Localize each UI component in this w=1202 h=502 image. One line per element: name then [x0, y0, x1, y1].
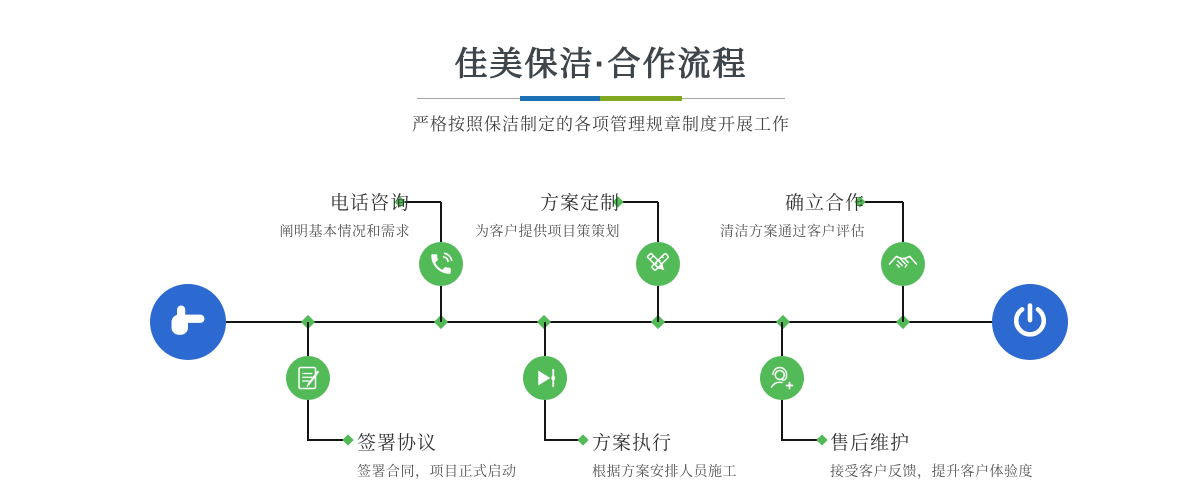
connector-line [781, 400, 783, 441]
connector-line [902, 202, 904, 242]
connector-line [307, 400, 309, 441]
phone-step-circle [419, 242, 463, 286]
handshake-icon [888, 249, 918, 279]
timeline-end-node [992, 284, 1068, 360]
contract-pen-icon [293, 363, 323, 393]
step-desc: 清洁方案通过客户评估 [720, 223, 865, 239]
step-label [592, 428, 737, 481]
step-title: 确立合作 [784, 193, 865, 214]
connector-line [902, 286, 904, 322]
page-subtitle: 严格按照保洁制定的各项管理规章制度开展工作 [412, 115, 790, 134]
connector-line [307, 322, 309, 356]
timeline-start-node [150, 284, 226, 360]
step-desc: 根据方案安排人员施工 [592, 463, 737, 479]
play-slider-icon [530, 363, 560, 393]
connector-line [544, 400, 546, 441]
connector-line [657, 286, 659, 322]
label-diamond [816, 434, 827, 445]
title-divider [415, 96, 787, 101]
step-label [720, 188, 865, 241]
connector-line [544, 322, 546, 356]
step-label [280, 188, 411, 241]
agreement-step-circle [286, 356, 330, 400]
step-title: 售后维护 [830, 433, 911, 454]
connector-line [440, 286, 442, 322]
cooperation-step-circle [881, 242, 925, 286]
step-label [475, 188, 620, 241]
step-title: 方案定制 [539, 193, 620, 214]
step-desc: 阐明基本情况和需求 [279, 223, 410, 239]
divider-green-segment [600, 96, 682, 101]
divider-blue-segment [520, 96, 600, 101]
step-label [830, 428, 1033, 481]
headset-plus-icon [767, 363, 797, 393]
timeline-junction-diamond [776, 315, 790, 329]
plan-step-circle [636, 242, 680, 286]
step-title: 签署协议 [357, 433, 438, 454]
step-desc: 为客户提供项目策策划 [475, 223, 620, 239]
pencil-ruler-icon [643, 249, 673, 279]
phone-icon [428, 251, 454, 277]
step-desc: 接受客户反馈，提升客户体验度 [830, 463, 1033, 479]
connector-line [657, 202, 659, 242]
connector-line [860, 201, 903, 203]
step-title: 方案执行 [592, 433, 673, 454]
execution-step-circle [523, 356, 567, 400]
aftersales-step-circle [760, 356, 804, 400]
pointing-hand-icon [166, 300, 210, 344]
power-icon [1008, 300, 1052, 344]
step-label [357, 428, 517, 481]
step-title: 电话咨询 [329, 193, 410, 214]
label-diamond [342, 434, 353, 445]
connector-line [618, 201, 658, 203]
timeline-line [224, 321, 994, 323]
label-diamond [577, 434, 588, 445]
connector-line [781, 322, 783, 356]
connector-line [440, 202, 442, 242]
page-title: 佳美保洁·合作流程 [454, 45, 748, 82]
step-desc: 签署合同，项目正式启动 [357, 463, 517, 479]
